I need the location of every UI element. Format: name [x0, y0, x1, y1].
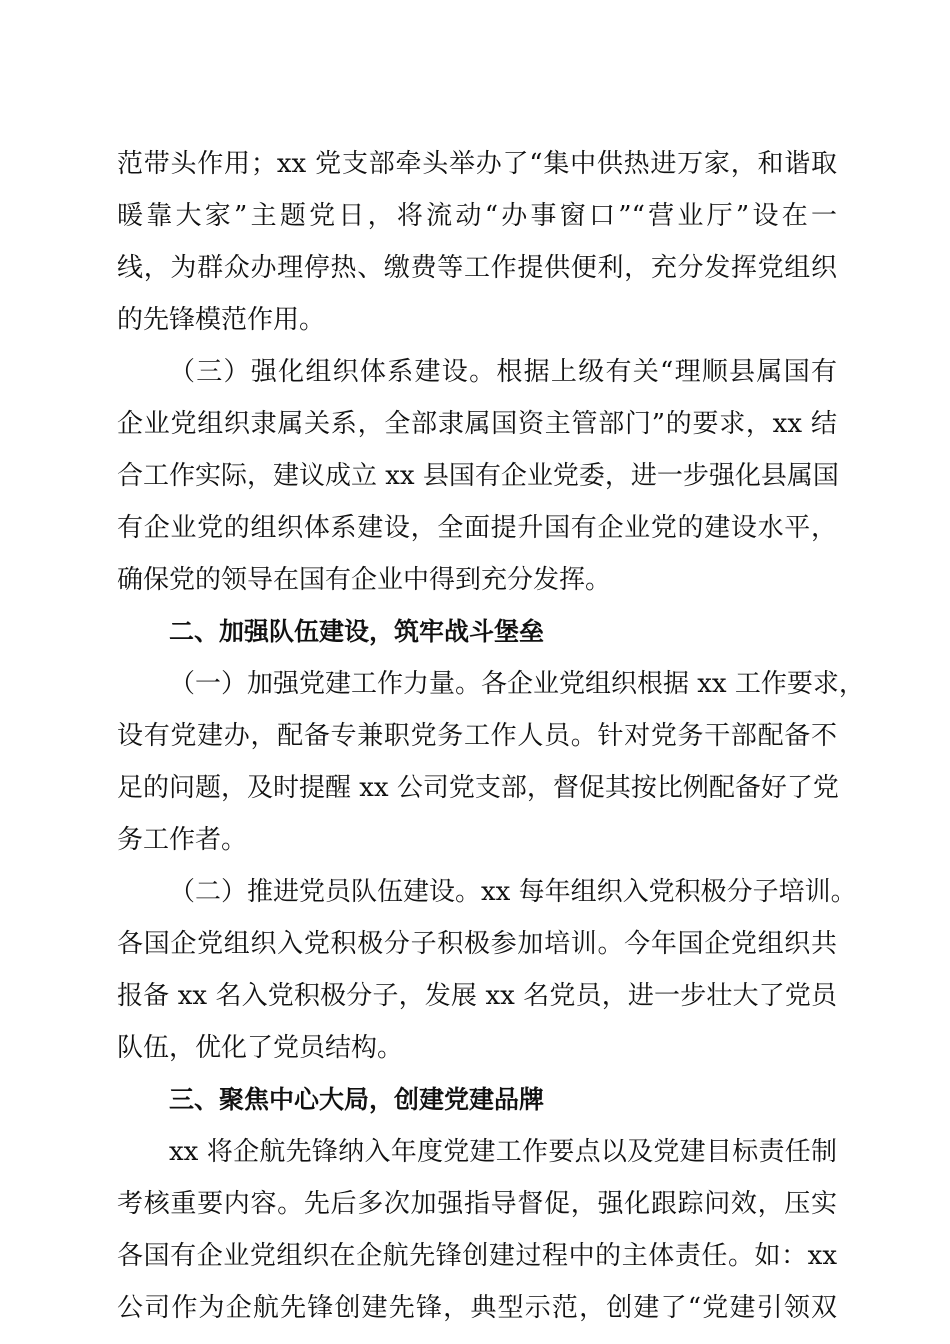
text-line: 队伍，优化了党员结构。 [117, 1033, 404, 1063]
paragraph [117, 658, 865, 866]
text-line: 合工作实际，建议成立 xx 县国有企业党委，进一步强化县属国 [117, 461, 839, 491]
text-line: （二）推进党员队伍建设。xx 每年组织入党积极分子培训。 [169, 877, 857, 907]
text-line: （三）强化组织体系建设。根据上级有关“理顺县属国有 [169, 357, 837, 387]
text-line: （一）加强党建工作力量。各企业党组织根据 xx 工作要求， [169, 669, 865, 699]
paragraph [117, 1126, 837, 1334]
text-line: 有企业党的组织体系建设，全面提升国有企业党的建设水平， [117, 513, 837, 543]
text-line: 考核重要内容。先后多次加强指导督促，强化跟踪问效，压实 [117, 1189, 837, 1219]
text-line: 暖靠大家”主题党日，将流动“办事窗口”“营业厅”设在一 [117, 201, 837, 231]
paragraph [117, 866, 857, 1074]
text-line: 各国企党组织入党积极分子积极参加培训。今年国企党组织共 [117, 929, 837, 959]
heading-text: 二、加强队伍建设，筑牢战斗堡垒 [169, 617, 545, 646]
section-heading [117, 606, 837, 658]
section-heading [117, 1074, 837, 1126]
text-line: 设有党建办，配备专兼职党务工作人员。针对党务干部配备不 [117, 721, 837, 751]
text-line: 报备 xx 名入党积极分子，发展 xx 名党员，进一步壮大了党员 [117, 981, 837, 1011]
text-line: 范带头作用；xx 党支部牵头举办了“集中供热进万家，和谐取 [117, 149, 837, 179]
text-line: 务工作者。 [117, 825, 248, 855]
text-line: 确保党的领导在国有企业中得到充分发挥。 [117, 565, 612, 595]
text-line: 各国有企业党组织在企航先锋创建过程中的主体责任。如：xx [117, 1241, 837, 1271]
document-body [117, 138, 865, 1334]
text-line: 公司作为企航先锋创建先锋，典型示范，创建了“党建引领双 [117, 1293, 837, 1323]
text-line: 线，为群众办理停热、缴费等工作提供便利，充分发挥党组织 [117, 253, 837, 283]
heading-text: 三、聚焦中心大局，创建党建品牌 [169, 1085, 545, 1114]
paragraph [117, 138, 837, 346]
text-line: xx 将企航先锋纳入年度党建工作要点以及党建目标责任制 [169, 1137, 837, 1167]
paragraph [117, 346, 837, 606]
text-line: 的先锋模范作用。 [117, 305, 326, 335]
text-line: 足的问题，及时提醒 xx 公司党支部，督促其按比例配备好了党 [117, 773, 839, 803]
text-line: 企业党组织隶属关系，全部隶属国资主管部门”的要求，xx 结 [117, 409, 837, 439]
